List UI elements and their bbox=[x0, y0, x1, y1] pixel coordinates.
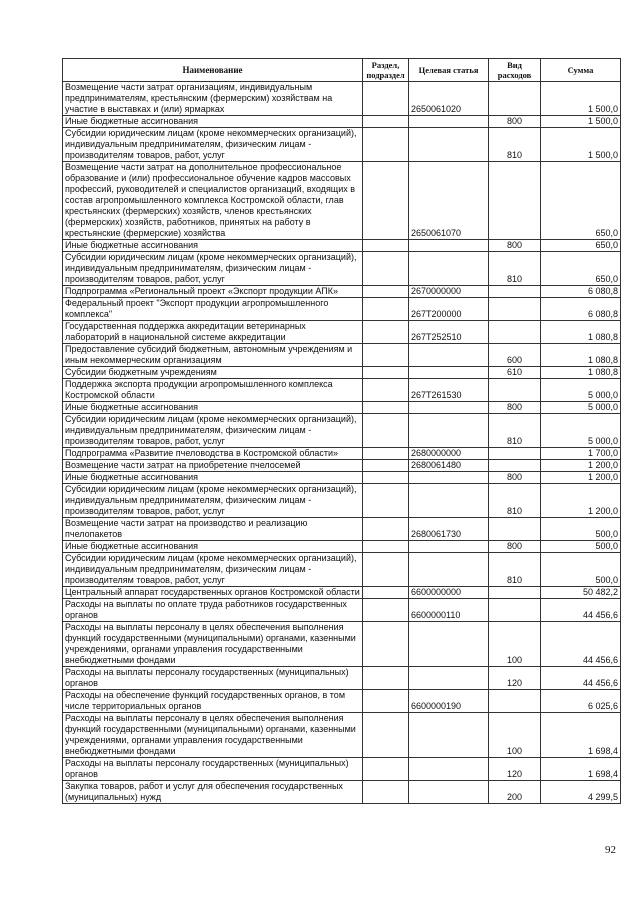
table-row bbox=[63, 286, 621, 298]
cell-name: Субсидии юридическим лицам (кроме некоммерческих организаций), индивидуальным предпринимателям, физическим лицам - производителям товаров, работ, услуг bbox=[63, 553, 363, 587]
table-row bbox=[63, 460, 621, 472]
table-row bbox=[63, 402, 621, 414]
cell-type: 810 bbox=[489, 484, 541, 518]
cell-type: 810 bbox=[489, 252, 541, 286]
cell-sum: 1 080,8 bbox=[541, 344, 621, 367]
column-header-type: Вид расходов bbox=[489, 59, 541, 82]
cell-code bbox=[409, 622, 489, 667]
cell-section bbox=[363, 622, 409, 667]
column-header-code: Целевая статья bbox=[409, 59, 489, 82]
table-row bbox=[63, 448, 621, 460]
cell-section bbox=[363, 344, 409, 367]
cell-code: 267T252510 bbox=[409, 321, 489, 344]
cell-name: Иные бюджетные ассигнования bbox=[63, 472, 363, 484]
cell-name: Центральный аппарат государственных органов Костромской области bbox=[63, 587, 363, 599]
cell-sum: 1 700,0 bbox=[541, 448, 621, 460]
table-row bbox=[63, 414, 621, 448]
cell-type bbox=[489, 286, 541, 298]
table-row bbox=[63, 541, 621, 553]
cell-type bbox=[489, 321, 541, 344]
cell-section bbox=[363, 82, 409, 116]
cell-section bbox=[363, 298, 409, 321]
table-row bbox=[63, 587, 621, 599]
cell-name: Возмещение части затрат на приобретение пчелосемей bbox=[63, 460, 363, 472]
cell-code bbox=[409, 758, 489, 781]
cell-section bbox=[363, 321, 409, 344]
cell-type bbox=[489, 460, 541, 472]
cell-section bbox=[363, 414, 409, 448]
cell-type: 120 bbox=[489, 667, 541, 690]
cell-type: 120 bbox=[489, 758, 541, 781]
table-row bbox=[63, 116, 621, 128]
table-row bbox=[63, 82, 621, 116]
cell-code bbox=[409, 344, 489, 367]
cell-name: Расходы на выплаты персоналу государственных (муниципальных) органов bbox=[63, 667, 363, 690]
cell-section bbox=[363, 667, 409, 690]
page-number: 92 bbox=[605, 844, 616, 856]
cell-section bbox=[363, 690, 409, 713]
cell-name: Субсидии юридическим лицам (кроме некоммерческих организаций), индивидуальным предпринимателям, физическим лицам - производителям товаров, работ, услуг bbox=[63, 484, 363, 518]
cell-code bbox=[409, 553, 489, 587]
cell-sum: 1 500,0 bbox=[541, 128, 621, 162]
cell-section bbox=[363, 553, 409, 587]
cell-type: 100 bbox=[489, 713, 541, 758]
table-row bbox=[63, 321, 621, 344]
table-row bbox=[63, 344, 621, 367]
cell-section bbox=[363, 484, 409, 518]
cell-sum: 1 500,0 bbox=[541, 82, 621, 116]
cell-code bbox=[409, 472, 489, 484]
cell-section bbox=[363, 460, 409, 472]
cell-code: 267T261530 bbox=[409, 379, 489, 402]
table-row bbox=[63, 553, 621, 587]
cell-name: Расходы на выплаты персоналу государственных (муниципальных) органов bbox=[63, 758, 363, 781]
table-row bbox=[63, 472, 621, 484]
cell-name: Поддержка экспорта продукции агропромышленного комплекса Костромской области bbox=[63, 379, 363, 402]
table-row bbox=[63, 758, 621, 781]
cell-sum: 4 299,5 bbox=[541, 781, 621, 804]
table-row bbox=[63, 781, 621, 804]
cell-code: 6600000190 bbox=[409, 690, 489, 713]
cell-section bbox=[363, 252, 409, 286]
cell-code: 2680061480 bbox=[409, 460, 489, 472]
cell-section bbox=[363, 518, 409, 541]
cell-name: Субсидии бюджетным учреждениям bbox=[63, 367, 363, 379]
cell-code bbox=[409, 116, 489, 128]
cell-code bbox=[409, 414, 489, 448]
cell-sum: 650,0 bbox=[541, 240, 621, 252]
cell-sum: 1 698,4 bbox=[541, 713, 621, 758]
table-row bbox=[63, 599, 621, 622]
cell-sum: 5 000,0 bbox=[541, 402, 621, 414]
cell-name: Предоставление субсидий бюджетным, автономным учреждениям и иным некоммерческим организациям bbox=[63, 344, 363, 367]
cell-section bbox=[363, 541, 409, 553]
cell-name: Расходы на выплаты персоналу в целях обеспечения выполнения функций государственными (муниципальными) органами, казенными учреждениями, органами управления государственными внебюджетными фондами bbox=[63, 622, 363, 667]
cell-type: 810 bbox=[489, 414, 541, 448]
table-row bbox=[63, 690, 621, 713]
cell-code: 2680061730 bbox=[409, 518, 489, 541]
cell-code: 6600000110 bbox=[409, 599, 489, 622]
cell-sum: 44 456,6 bbox=[541, 622, 621, 667]
cell-type: 800 bbox=[489, 116, 541, 128]
cell-sum: 650,0 bbox=[541, 162, 621, 240]
table-row bbox=[63, 252, 621, 286]
cell-code bbox=[409, 484, 489, 518]
table-row bbox=[63, 162, 621, 240]
cell-section bbox=[363, 472, 409, 484]
cell-type: 800 bbox=[489, 472, 541, 484]
cell-name: Подпрограмма «Развитие пчеловодства в Костромской области» bbox=[63, 448, 363, 460]
cell-name: Субсидии юридическим лицам (кроме некоммерческих организаций), индивидуальным предпринимателям, физическим лицам - производителям товаров, работ, услуг bbox=[63, 252, 363, 286]
cell-type: 100 bbox=[489, 622, 541, 667]
cell-sum: 1 200,0 bbox=[541, 472, 621, 484]
cell-sum: 6 080,8 bbox=[541, 286, 621, 298]
cell-sum: 5 000,0 bbox=[541, 379, 621, 402]
cell-type: 600 bbox=[489, 344, 541, 367]
cell-sum: 44 456,6 bbox=[541, 599, 621, 622]
cell-code: 2670000000 bbox=[409, 286, 489, 298]
cell-section bbox=[363, 367, 409, 379]
cell-section bbox=[363, 758, 409, 781]
table-row bbox=[63, 622, 621, 667]
cell-sum: 650,0 bbox=[541, 252, 621, 286]
cell-sum: 6 025,6 bbox=[541, 690, 621, 713]
cell-code: 267T200000 bbox=[409, 298, 489, 321]
cell-section bbox=[363, 240, 409, 252]
cell-code bbox=[409, 252, 489, 286]
cell-sum: 6 080,8 bbox=[541, 298, 621, 321]
cell-code bbox=[409, 713, 489, 758]
cell-name: Федеральный проект "Экспорт продукции агропромышленного комплекса" bbox=[63, 298, 363, 321]
cell-type bbox=[489, 162, 541, 240]
cell-name: Иные бюджетные ассигнования bbox=[63, 402, 363, 414]
cell-section bbox=[363, 448, 409, 460]
cell-sum: 1 200,0 bbox=[541, 460, 621, 472]
cell-code bbox=[409, 402, 489, 414]
cell-name: Субсидии юридическим лицам (кроме некоммерческих организаций), индивидуальным предпринимателям, физическим лицам - производителям товаров, работ, услуг bbox=[63, 414, 363, 448]
cell-section bbox=[363, 587, 409, 599]
cell-sum: 5 000,0 bbox=[541, 414, 621, 448]
cell-name: Подпрограмма «Региональный проект «Экспорт продукции АПК» bbox=[63, 286, 363, 298]
cell-name: Государственная поддержка аккредитации ветеринарных лабораторий в национальной системе аккредитации bbox=[63, 321, 363, 344]
cell-name: Закупка товаров, работ и услуг для обеспечения государственных (муниципальных) нужд bbox=[63, 781, 363, 804]
cell-type: 800 bbox=[489, 402, 541, 414]
cell-name: Иные бюджетные ассигнования bbox=[63, 240, 363, 252]
cell-type: 800 bbox=[489, 541, 541, 553]
table-row bbox=[63, 240, 621, 252]
cell-type bbox=[489, 599, 541, 622]
cell-name: Возмещение части затрат организациям, индивидуальным предпринимателям, крестьянским (фермерским) хозяйствам на участие в выставках и (или) ярмарках bbox=[63, 82, 363, 116]
cell-code bbox=[409, 367, 489, 379]
cell-section bbox=[363, 116, 409, 128]
table-row bbox=[63, 713, 621, 758]
column-header-sum: Сумма bbox=[541, 59, 621, 82]
cell-sum: 1 080,8 bbox=[541, 367, 621, 379]
table-row bbox=[63, 367, 621, 379]
cell-section bbox=[363, 402, 409, 414]
cell-section bbox=[363, 286, 409, 298]
cell-name: Расходы на обеспечение функций государственных органов, в том числе территориальных органов bbox=[63, 690, 363, 713]
cell-section bbox=[363, 781, 409, 804]
table-body bbox=[63, 82, 621, 804]
cell-sum: 1 500,0 bbox=[541, 116, 621, 128]
cell-code: 2680000000 bbox=[409, 448, 489, 460]
cell-type bbox=[489, 82, 541, 116]
cell-sum: 500,0 bbox=[541, 553, 621, 587]
cell-code: 2650061070 bbox=[409, 162, 489, 240]
cell-name: Расходы на выплаты по оплате труда работников государственных органов bbox=[63, 599, 363, 622]
cell-section bbox=[363, 713, 409, 758]
cell-section bbox=[363, 599, 409, 622]
cell-name: Возмещение части затрат на производство и реализацию пчелопакетов bbox=[63, 518, 363, 541]
cell-code bbox=[409, 667, 489, 690]
table-row bbox=[63, 379, 621, 402]
cell-name: Возмещение части затрат на дополнительное профессиональное образование и (или) профессиональное обучение кадров массовых профессий, руководителей и специалистов организаций, входящих в состав агропромышленного комплекса Костромской области, глав крестьянских (фермерских) хозяйств, членов крестьянских (фермерских) хозяйств, работников, принятых на работу в крестьянские (фермерские) хозяйства bbox=[63, 162, 363, 240]
cell-type bbox=[489, 587, 541, 599]
cell-code: 6600000000 bbox=[409, 587, 489, 599]
cell-type bbox=[489, 690, 541, 713]
cell-code: 2650061020 bbox=[409, 82, 489, 116]
cell-name: Иные бюджетные ассигнования bbox=[63, 541, 363, 553]
cell-type bbox=[489, 379, 541, 402]
cell-sum: 1 200,0 bbox=[541, 484, 621, 518]
cell-type: 610 bbox=[489, 367, 541, 379]
table-row bbox=[63, 518, 621, 541]
cell-type bbox=[489, 518, 541, 541]
cell-type: 800 bbox=[489, 240, 541, 252]
cell-name: Расходы на выплаты персоналу в целях обеспечения выполнения функций государственными (муниципальными) органами, казенными учреждениями, органами управления государственными внебюджетными фондами bbox=[63, 713, 363, 758]
table-row bbox=[63, 128, 621, 162]
cell-sum: 50 482,2 bbox=[541, 587, 621, 599]
cell-name: Субсидии юридическим лицам (кроме некоммерческих организаций), индивидуальным предпринимателям, физическим лицам - производителям товаров, работ, услуг bbox=[63, 128, 363, 162]
cell-sum: 1 698,4 bbox=[541, 758, 621, 781]
cell-code bbox=[409, 240, 489, 252]
cell-name: Иные бюджетные ассигнования bbox=[63, 116, 363, 128]
column-header-name: Наименование bbox=[63, 59, 363, 82]
cell-type: 200 bbox=[489, 781, 541, 804]
cell-sum: 500,0 bbox=[541, 541, 621, 553]
table-row bbox=[63, 298, 621, 321]
cell-code bbox=[409, 781, 489, 804]
table-row bbox=[63, 667, 621, 690]
cell-sum: 44 456,6 bbox=[541, 667, 621, 690]
cell-code bbox=[409, 541, 489, 553]
column-header-section: Раздел, подраздел bbox=[363, 59, 409, 82]
cell-type bbox=[489, 298, 541, 321]
table-header-row bbox=[63, 59, 621, 82]
cell-section bbox=[363, 128, 409, 162]
cell-sum: 1 080,8 bbox=[541, 321, 621, 344]
cell-code bbox=[409, 128, 489, 162]
cell-type bbox=[489, 448, 541, 460]
table-row bbox=[63, 484, 621, 518]
cell-type: 810 bbox=[489, 553, 541, 587]
cell-sum: 500,0 bbox=[541, 518, 621, 541]
cell-type: 810 bbox=[489, 128, 541, 162]
cell-section bbox=[363, 379, 409, 402]
budget-table bbox=[62, 58, 621, 804]
cell-section bbox=[363, 162, 409, 240]
